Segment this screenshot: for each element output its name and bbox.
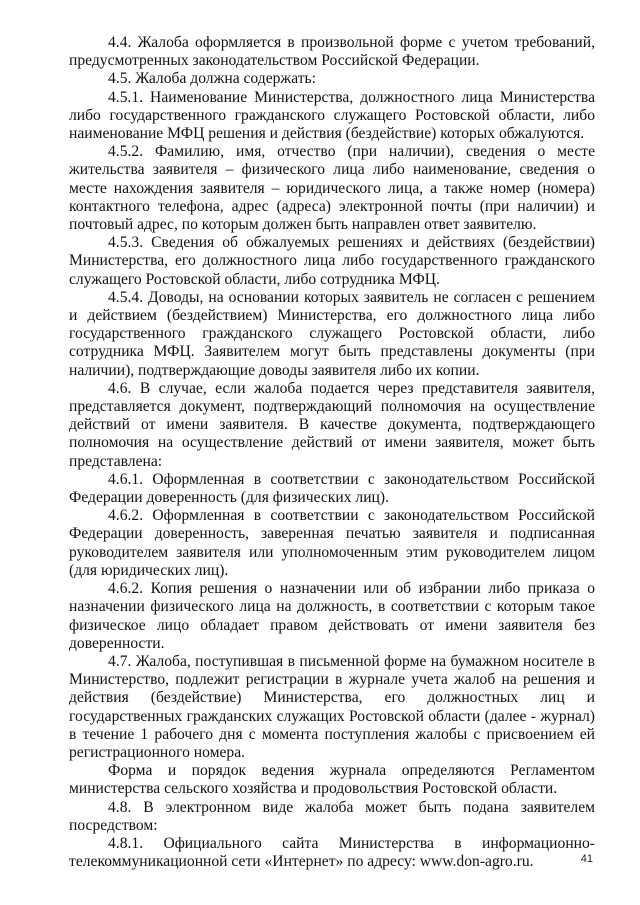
paragraph-4-6: 4.6. В случае, если жалоба подается через представителя заявителя, представляется документ, подтверждающий полномочия на осуществление действий от имени заявителя. В качестве документа, подтверждающего полномочия на осуществление действий от имени заявителя, может быть представлена:	[69, 379, 595, 470]
paragraph-4-5-3: 4.5.3. Сведения об обжалуемых решениях и действиях (бездействии) Министерства, его должностного лица либо государственного гражданского служащего Ростовской области, либо сотрудника МФЦ.	[69, 234, 595, 288]
paragraph-4-6-2: 4.6.2. Оформленная в соответствии с законодательством Российской Федерации доверенность, заверенная печатью заявителя и подписанная руководителем заявителя или уполномоченным этим руководителем лицом (для юридических лиц).	[69, 507, 595, 579]
paragraph-4-6-1: 4.6.1. Оформленная в соответствии с законодательством Российской Федерации доверенность (для физических лиц).	[69, 470, 595, 507]
paragraph-4-8-1: 4.8.1. Официального сайта Министерства в информационно-телекоммуникационной сети «Интернет» по адресу: www.don-agro.ru.	[69, 834, 595, 871]
document-body	[69, 34, 595, 871]
paragraph-4-8: 4.8. В электронном виде жалоба может быть подана заявителем посредством:	[69, 798, 595, 834]
page-number: 41	[580, 853, 593, 865]
paragraph-journal-form: Форма и порядок ведения журнала определяются Регламентом министерства сельского хозяйства и продовольствия Ростовской области.	[69, 762, 595, 798]
paragraph-4-6-2-copy: 4.6.2. Копия решения о назначении или об избрании либо приказа о назначении физического лица на должность, в соответствии с которым такое физическое лицо обладает правом действовать от имени заявителя без доверенности.	[69, 580, 595, 652]
paragraph-4-7: 4.7. Жалоба, поступившая в письменной форме на бумажном носителе в Министерство, подлежит регистрации в журнале учета жалоб на решения и действия (бездействие) Министерства, его должностных лиц и государственных гражданских служащих Ростовской области (далее - журнал) в течение 1 рабочего дня с момента поступления жалобы с присвоением ей регистрационного номера.	[69, 652, 595, 761]
paragraph-4-5-2: 4.5.2. Фамилию, имя, отчество (при наличии), сведения о месте жительства заявителя – физического лица либо наименование, сведения о месте нахождения заявителя – юридического лица, а также номер (номера) контактного телефона, адрес (адреса) электронной почты (при наличии) и почтовый адрес, по которым должен быть направлен ответ заявителю.	[69, 143, 595, 234]
paragraph-4-4: 4.4. Жалоба оформляется в произвольной форме с учетом требований, предусмотренных законодательством Российской Федерации.	[69, 34, 595, 70]
paragraph-4-5-1: 4.5.1. Наименование Министерства, должностного лица Министерства либо государственного гражданского служащего Ростовской области, либо наименование МФЦ решения и действия (бездействие) которых обжалуются.	[69, 88, 595, 143]
paragraph-4-5-4: 4.5.4. Доводы, на основании которых заявитель не согласен с решением и действием (бездействием) Министерства, его должностного лица либо государственного гражданского служащего Ростовской области, либо сотрудника МФЦ. Заявителем могут быть представлены документы (при наличии), подтверждающие доводы заявителя либо их копии.	[69, 288, 595, 379]
paragraph-4-5: 4.5. Жалоба должна содержать:	[108, 70, 316, 88]
